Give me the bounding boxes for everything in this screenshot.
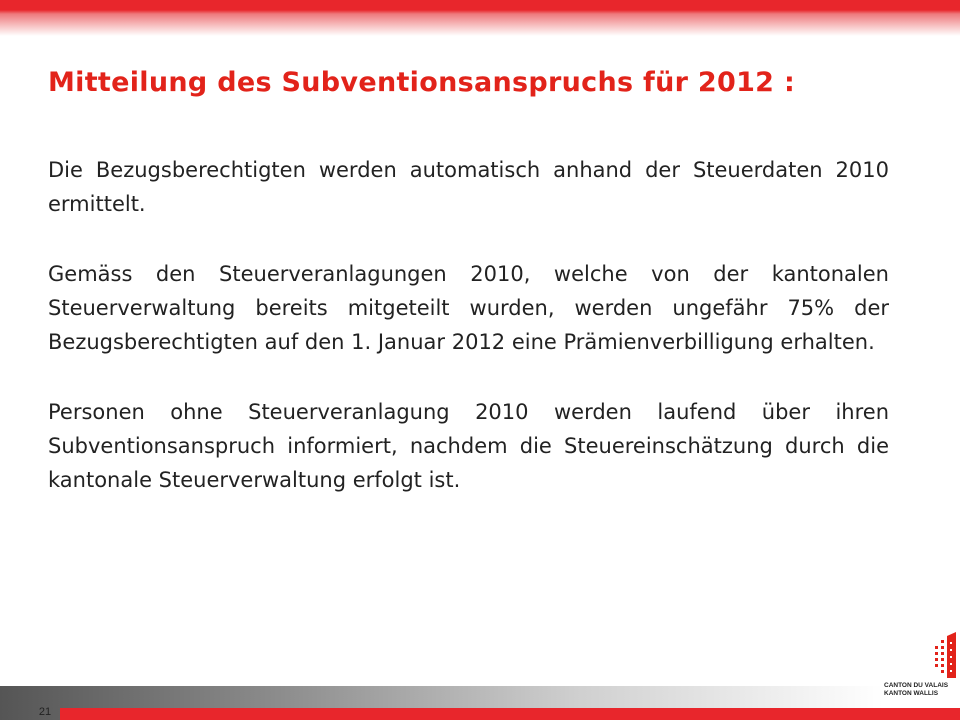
slide-body bbox=[48, 153, 889, 533]
valais-stars-logo-icon bbox=[880, 632, 956, 682]
slide-title: Mitteilung des Subventionsanspruchs für 2012 : bbox=[48, 67, 796, 98]
paragraph-eligibility: Die Bezugsberechtigten werden automatisch anhand der Steuerdaten 2010 ermittelt. bbox=[48, 158, 889, 216]
bottom-red-bar bbox=[60, 708, 960, 720]
logo-text-line2: KANTON WALLIS bbox=[884, 690, 939, 697]
top-red-bar bbox=[0, 0, 960, 36]
logo-text-line1: CANTON DU VALAIS bbox=[884, 682, 949, 689]
paragraph-tax-assessment: Gemäss den Steuerveranlagungen 2010, welche von der kantonalen Steuerverwaltung bereits mitgeteilt wurden, werden ungefähr 75% der Bezugsberechtigten auf den 1. Januar 2012 eine Prämienverbilligung erhalten. bbox=[48, 262, 889, 354]
page-number: 21 bbox=[38, 706, 52, 718]
canton-logo bbox=[880, 632, 956, 710]
paragraph-no-assessment: Personen ohne Steuerveranlagung 2010 werden laufend über ihren Subventionsanspruch informiert, nachdem die Steuereinschätzung durch die kantonale Steuerverwaltung erfolgt ist. bbox=[48, 400, 889, 492]
